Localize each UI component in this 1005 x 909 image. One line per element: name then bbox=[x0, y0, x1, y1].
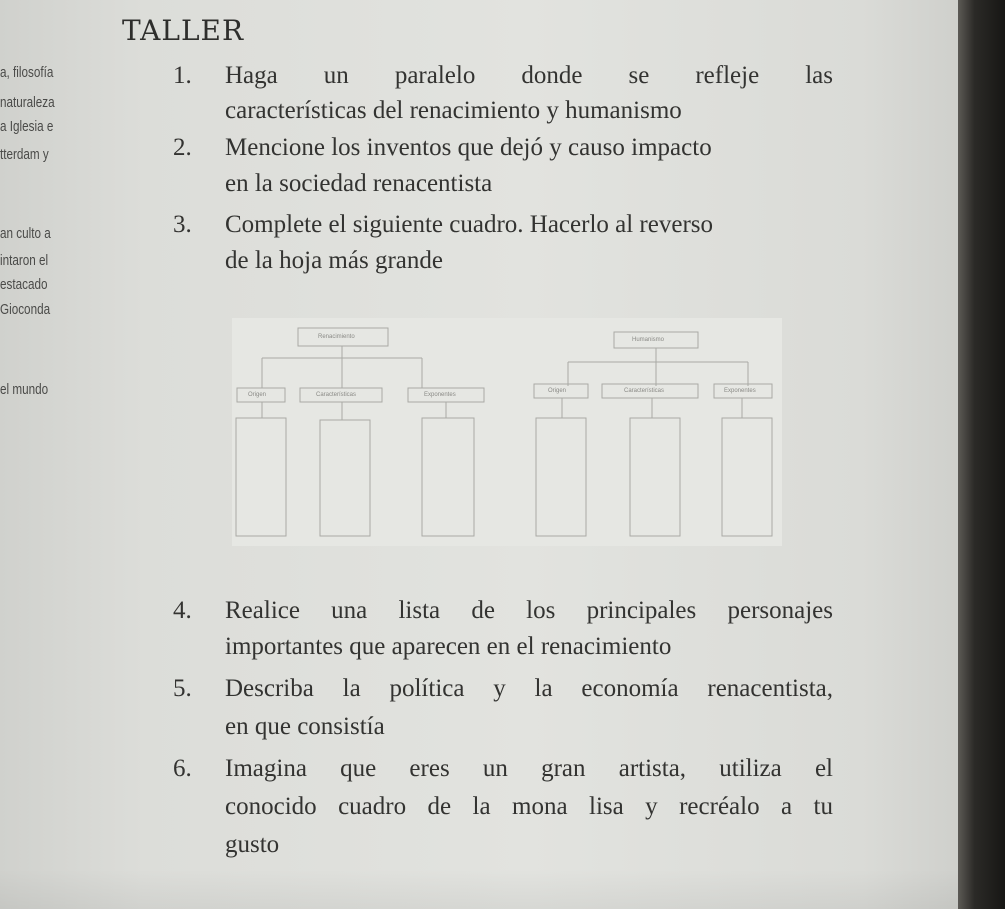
question-6 bbox=[173, 750, 833, 870]
question-text: importantes que aparecen en el renacimiento bbox=[225, 633, 672, 660]
concept-map-diagram bbox=[232, 318, 782, 546]
answer-box bbox=[630, 418, 680, 536]
root-label-right: Humanismo bbox=[632, 337, 665, 343]
margin-fragment: a Iglesia e bbox=[0, 118, 54, 135]
question-number: 2. bbox=[173, 134, 192, 161]
question-text: de la hoja más grande bbox=[225, 247, 443, 274]
margin-fragment: an culto a bbox=[0, 225, 51, 242]
question-2 bbox=[173, 129, 833, 209]
answer-box bbox=[422, 418, 474, 536]
margin-fragment: intaron el bbox=[0, 252, 49, 269]
answer-box bbox=[722, 418, 772, 536]
question-text: en la sociedad renacentista bbox=[225, 170, 493, 197]
question-text: Haga un paralelo donde se refleje las bbox=[225, 62, 833, 89]
margin-fragment: naturaleza bbox=[0, 94, 55, 111]
question-text: conocido cuadro de la mona lisa y recréalo a tu bbox=[225, 793, 833, 820]
root-label-left: Renacimiento bbox=[318, 334, 355, 340]
question-text: gusto bbox=[225, 831, 280, 858]
page-title: TALLER bbox=[122, 14, 245, 47]
question-text: características del renacimiento y humanismo bbox=[225, 97, 682, 124]
question-3 bbox=[173, 206, 833, 286]
margin-fragment: el mundo bbox=[0, 381, 49, 398]
question-number: 4. bbox=[173, 597, 192, 624]
answer-box bbox=[536, 418, 586, 536]
child-label: Características bbox=[624, 388, 665, 394]
question-text: Describa la política y la economía renacentista, bbox=[225, 675, 833, 702]
margin-fragment: estacado bbox=[0, 276, 48, 293]
question-text: Complete el siguiente cuadro. Hacerlo al reverso bbox=[225, 211, 714, 238]
question-text: en que consistía bbox=[225, 713, 385, 740]
question-text: Mencione los inventos que dejó y causo impacto bbox=[225, 134, 712, 161]
concept-map-lines bbox=[232, 318, 782, 546]
question-5 bbox=[173, 670, 833, 750]
child-label: Origen bbox=[248, 392, 267, 398]
question-text: Realice una lista de los principales personajes bbox=[225, 597, 833, 624]
child-label: Características bbox=[316, 392, 357, 398]
question-number: 6. bbox=[173, 755, 192, 782]
child-label: Exponentes bbox=[424, 392, 456, 398]
child-label: Origen bbox=[548, 388, 567, 394]
question-4 bbox=[173, 592, 833, 672]
question-1 bbox=[173, 57, 833, 137]
margin-fragment: tterdam y bbox=[0, 146, 49, 163]
answer-box bbox=[320, 420, 370, 536]
question-number: 1. bbox=[173, 62, 192, 89]
question-text: Imagina que eres un gran artista, utiliza el bbox=[225, 755, 833, 782]
answer-box bbox=[236, 418, 286, 536]
question-number: 5. bbox=[173, 675, 192, 702]
background-edge bbox=[958, 0, 1005, 909]
child-label: Exponentes bbox=[724, 388, 756, 394]
margin-fragment: Gioconda bbox=[0, 301, 51, 318]
margin-fragment: a, filosofía bbox=[0, 64, 54, 81]
page-shadow bbox=[0, 869, 958, 909]
question-number: 3. bbox=[173, 211, 192, 238]
